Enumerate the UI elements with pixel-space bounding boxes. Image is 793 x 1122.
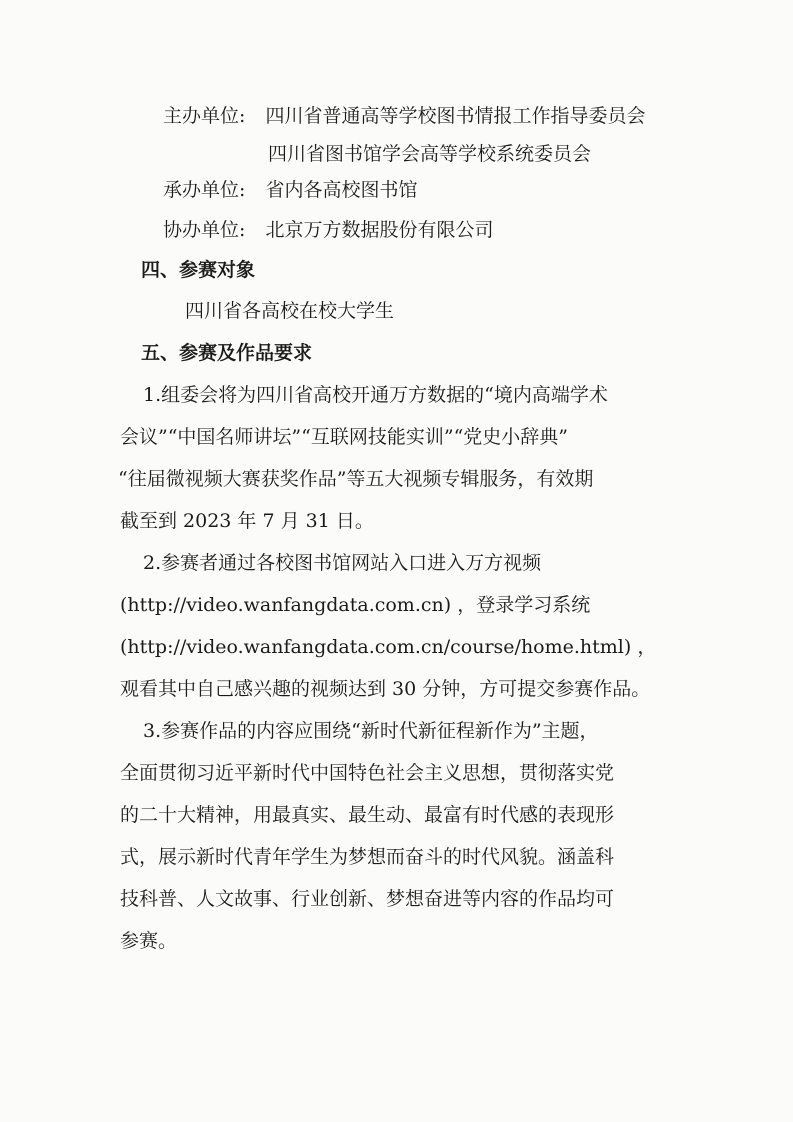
para-2-line: 2.参赛者通过各校图书馆网站入口进入万方视频 (143, 552, 542, 574)
para-1-line: 1.组委会将为四川省高校开通万方数据的“境内高端学术 (143, 384, 608, 406)
para-3-line: 全面贯彻习近平新时代中国特色社会主义思想，贯彻落实党 (120, 762, 615, 784)
undertaker-name: 省内各高校图书馆 (265, 179, 418, 201)
para-1-line: 截至到 2023 年 7 月 31 日。 (120, 510, 374, 532)
host-label: 主办单位: (163, 105, 246, 127)
para-3-line: 的二十大精神，用最真实、最生动、最富有时代感的表现形 (120, 804, 615, 826)
co-organizer-label: 协办单位: (163, 219, 246, 241)
host-line (163, 103, 645, 129)
para-3-line: 参赛。 (120, 930, 178, 952)
para-2-line: (http://video.wanfangdata.com.cn/course/home.html) ， (120, 636, 657, 658)
para-1-line: “往届微视频大赛获奖作品”等五大视频专辑服务，有效期 (118, 468, 594, 490)
para-2-line: 观看其中自己感兴趣的视频达到 30 分钟，方可提交参赛作品。 (120, 678, 651, 700)
host-name-1: 四川省普通高等学校图书情报工作指导委员会 (265, 105, 646, 127)
undertaker-line (163, 177, 417, 203)
co-organizer-name: 北京万方数据股份有限公司 (265, 219, 494, 241)
para-2-line: (http://video.wanfangdata.com.cn) ，登录学习系统 (120, 594, 591, 616)
para-1-line: 会议”“中国名师讲坛”“互联网技能实训”“党史小辞典” (120, 426, 568, 448)
section-4-heading: 四、参赛对象 (141, 259, 256, 281)
para-3-line: 3.参赛作品的内容应围绕“新时代新征程新作为”主题， (143, 720, 599, 742)
host-name-2: 四川省图书馆学会高等学校系统委员会 (268, 143, 592, 165)
para-3-line: 式，展示新时代青年学生为梦想而奋斗的时代风貌。涵盖科 (120, 846, 615, 868)
section-4-text: 四川省各高校在校大学生 (185, 300, 395, 322)
section-5-heading: 五、参赛及作品要求 (141, 342, 313, 364)
para-3-line: 技科普、人文故事、行业创新、梦想奋进等内容的作品均可 (120, 888, 615, 910)
undertaker-label: 承办单位: (163, 179, 246, 201)
co-organizer-line (163, 217, 493, 243)
